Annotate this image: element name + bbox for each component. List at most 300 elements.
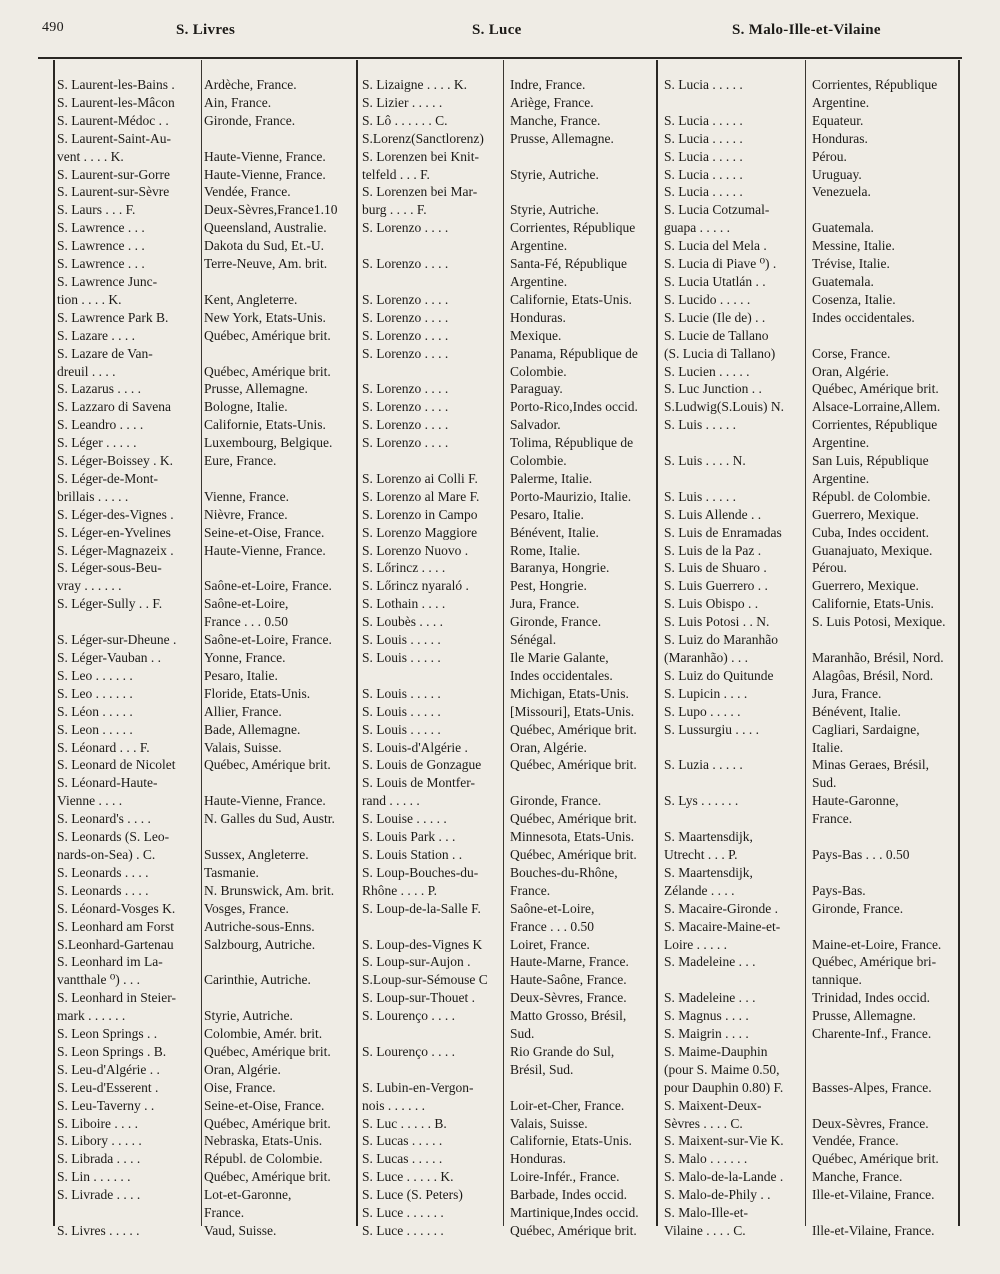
- place-name: S. Louis de Montfer-: [362, 775, 475, 791]
- list-item: [53, 685, 356, 703]
- place-name: S. Liboire . . . .: [57, 1115, 138, 1131]
- place-location: tannique.: [812, 972, 862, 988]
- place-name: [660, 434, 808, 452]
- list-item: [660, 1222, 960, 1240]
- place-location: [200, 559, 356, 577]
- place-location: Barbade, Indes occid.: [510, 1187, 627, 1203]
- list-item: [358, 989, 654, 1007]
- list-item: [53, 595, 356, 613]
- place-name: Loire . . . . .: [664, 936, 727, 952]
- list-item: [358, 255, 654, 273]
- place-name: S. Léonard-Vosges K.: [57, 900, 176, 916]
- list-item: [53, 76, 356, 94]
- place-name: vray . . . . . .: [57, 578, 122, 594]
- place-name: S. Lorenzo Nuovo .: [362, 542, 469, 558]
- place-name: S. Maixent-sur-Vie K.: [664, 1133, 784, 1149]
- list-item: [358, 918, 654, 936]
- list-item: [358, 291, 654, 309]
- place-location: Tasmanie.: [204, 864, 259, 880]
- place-location: Sussex, Angleterre.: [204, 846, 309, 862]
- place-location: Charente-Inf., France.: [812, 1026, 932, 1042]
- place-location: Pesaro, Italie.: [510, 506, 584, 522]
- list-item: [53, 739, 356, 757]
- place-name: S. Louis-d'Algérie .: [362, 739, 468, 755]
- place-location: Québec, Amérique brit.: [510, 1223, 637, 1238]
- place-name: S. Leonhard in Steier-: [57, 990, 176, 1006]
- list-item: [660, 900, 960, 918]
- place-location: Haute-Vienne, France.: [204, 148, 326, 164]
- place-location: Ille-et-Vilaine, France.: [812, 1187, 935, 1203]
- list-item: [53, 1150, 356, 1168]
- place-name: S. Malo-de-Phily . .: [664, 1187, 771, 1203]
- place-location: Dakota du Sud, Et.-U.: [204, 238, 324, 254]
- place-name: S. Leandro . . . .: [57, 417, 144, 433]
- list-item: [660, 1025, 960, 1043]
- place-name: S. Leon Springs . .: [57, 1026, 158, 1042]
- list-item: [660, 667, 960, 685]
- place-location: Prusse, Allemagne.: [510, 130, 614, 146]
- place-location: Sénégal.: [510, 632, 557, 648]
- place-name: Vienne . . . .: [57, 793, 123, 809]
- list-item: [660, 398, 960, 416]
- list-item: [53, 524, 356, 542]
- list-item: [660, 828, 960, 846]
- place-name: S. Leu-Taverny . .: [57, 1097, 155, 1113]
- place-name: S. Lucas . . . . .: [362, 1133, 443, 1149]
- place-name: S. Lucia . . . . .: [664, 77, 743, 92]
- place-location: [808, 1061, 960, 1079]
- place-location: Californie, Etats-Unis.: [812, 596, 934, 612]
- place-name: S. Léger-des-Vignes .: [57, 506, 174, 522]
- list-item: [53, 721, 356, 739]
- list-item: [53, 559, 356, 577]
- place-name: Utrecht . . . P.: [664, 846, 738, 862]
- place-location: Deux-Sèvres, France.: [812, 1115, 929, 1131]
- place-name: S. Lorenzo . . . .: [362, 220, 449, 236]
- place-location: Haute-Marne, France.: [510, 954, 629, 970]
- place-name: S. Lorenzen bei Knit-: [362, 148, 479, 164]
- list-item: [660, 595, 960, 613]
- place-name: S. Léon . . . . .: [57, 703, 133, 719]
- place-location: Bénévent, Italie.: [812, 703, 901, 719]
- place-name: S. Louis . . . . .: [362, 721, 441, 737]
- place-name: [660, 470, 808, 488]
- place-location: Baranya, Hongrie.: [510, 560, 610, 576]
- running-head-center: S. Luce: [472, 22, 522, 38]
- list-item: [358, 112, 654, 130]
- place-location: [808, 918, 960, 936]
- place-location: Vendée, France.: [812, 1133, 899, 1149]
- list-item: [660, 792, 960, 810]
- place-location: [200, 989, 356, 1007]
- place-name: [358, 1061, 506, 1079]
- place-location: Québec, Amérique brit.: [204, 1043, 331, 1059]
- list-item: [660, 685, 960, 703]
- place-location: Québec, Amérique brit.: [204, 327, 331, 343]
- place-name: rand . . . . .: [362, 793, 420, 809]
- list-item: [53, 327, 356, 345]
- place-name: S. Luis . . . . .: [664, 488, 737, 504]
- list-item: [53, 1168, 356, 1186]
- place-name: S. Loup-sur-Thouet .: [362, 990, 475, 1006]
- place-name: S. Leonards (S. Leo-: [57, 829, 170, 845]
- place-location: Argentine.: [812, 470, 870, 486]
- list-item: [358, 148, 654, 166]
- place-location: Salzbourg, Autriche.: [204, 936, 316, 952]
- place-name: vantthale ⁰) . . .: [57, 972, 141, 988]
- place-name: S. Luis Obispo . .: [664, 596, 759, 612]
- place-name: S. Luce (S. Peters): [362, 1187, 463, 1203]
- place-location: Bouches-du-Rhône,: [510, 864, 618, 880]
- place-location: Seine-et-Oise, France.: [204, 1097, 325, 1113]
- place-name: S. Lazzaro di Savena: [57, 399, 171, 415]
- header-rule: [38, 57, 962, 59]
- place-location: Santa-Fé, République: [510, 256, 627, 272]
- place-name: S. Lubin-en-Vergon-: [362, 1079, 474, 1095]
- place-location: France.: [510, 882, 551, 898]
- place-location: Bénévent, Italie.: [510, 524, 599, 540]
- place-name: S. Louis . . . . .: [362, 685, 441, 701]
- gazetteer-column-3: [660, 76, 960, 1240]
- place-name: S. Lorenzo . . . .: [362, 291, 449, 307]
- list-item: [53, 94, 356, 112]
- place-name: S. Léger-de-Mont-: [57, 470, 158, 486]
- place-name: S. Luiz do Maranhão: [664, 632, 778, 648]
- list-item: [660, 1150, 960, 1168]
- place-name: S. Leonhard im La-: [57, 954, 163, 970]
- place-name: S. Macaire-Gironde .: [664, 900, 778, 916]
- place-name: S. Lawrence . . .: [57, 220, 145, 236]
- place-name: S. Lucia . . . . .: [664, 148, 743, 164]
- place-location: Québec, Amérique brit.: [204, 1115, 331, 1131]
- place-location: Québec, Amérique brit.: [510, 757, 637, 773]
- place-location: France . . . 0.50: [204, 614, 288, 630]
- place-name: S. Libory . . . . .: [57, 1133, 142, 1149]
- place-location: Yonne, France.: [204, 650, 286, 665]
- list-item: [660, 1097, 960, 1115]
- list-item: [358, 1150, 654, 1168]
- place-name: S. Luis . . . . .: [664, 417, 737, 433]
- list-item: [358, 506, 654, 524]
- list-item: [53, 1079, 356, 1097]
- list-item: [660, 452, 960, 470]
- place-name: S. Lizaigne . . . . K.: [362, 77, 467, 92]
- place-location: Haute-Saône, France.: [510, 972, 627, 988]
- place-name: S. Lin . . . . . .: [57, 1169, 131, 1185]
- place-location: Argentine.: [510, 273, 568, 289]
- place-location: [808, 828, 960, 846]
- place-location: Corrientes, République: [812, 417, 938, 433]
- list-item: [358, 452, 654, 470]
- place-name: S. Lorenzo . . . .: [362, 345, 449, 361]
- place-location: Minnesota, Etats-Unis.: [510, 829, 635, 845]
- list-item: [358, 900, 654, 918]
- place-location: Mexique.: [510, 327, 562, 343]
- place-name: S. Léger-sur-Dheune .: [57, 632, 177, 648]
- place-name: S. Louise . . . . .: [362, 811, 447, 827]
- place-name: S.Loup-sur-Sémouse C: [362, 972, 488, 988]
- place-location: Prusse, Allemagne.: [204, 381, 308, 397]
- place-location: Saône-et-Loire, France.: [204, 578, 332, 594]
- place-name: [358, 363, 506, 381]
- place-name: Vilaine . . . . C.: [664, 1223, 746, 1238]
- place-name: S. Lawrence Junc-: [57, 273, 158, 289]
- place-name: S. Luis de Shuaro .: [664, 560, 767, 576]
- place-name: S. Léger . . . . .: [57, 435, 137, 451]
- place-name: [358, 452, 506, 470]
- place-location: Colombie.: [510, 453, 567, 469]
- place-name: S. Leo . . . . . .: [57, 667, 133, 683]
- place-location: Uruguay.: [812, 166, 862, 182]
- place-location: Guerrero, Mexique.: [812, 506, 919, 522]
- place-location: [808, 1097, 960, 1115]
- list-item: [53, 452, 356, 470]
- list-item: [53, 810, 356, 828]
- list-item: [358, 882, 654, 900]
- list-item: [358, 488, 654, 506]
- place-name: S. Loup-Bouches-du-: [362, 864, 479, 880]
- place-name: S. Lizier . . . . .: [362, 94, 443, 110]
- place-location: Californie, Etats-Unis.: [204, 417, 326, 433]
- place-name: S. Lazare de Van-: [57, 345, 153, 361]
- place-location: Luxembourg, Belgique.: [204, 435, 333, 451]
- place-location: Gironde, France.: [204, 112, 296, 128]
- place-location: Québec, Amérique brit.: [812, 1151, 939, 1167]
- list-item: [358, 1204, 654, 1222]
- list-item: [53, 1204, 356, 1222]
- place-name: Rhône . . . . P.: [362, 882, 438, 898]
- place-location: Panama, République de: [510, 345, 638, 361]
- list-item: [660, 613, 960, 631]
- place-location: Autriche-sous-Enns.: [204, 918, 315, 934]
- place-location: Corrientes, République: [510, 220, 636, 236]
- place-name: S. Léger-sous-Beu-: [57, 560, 162, 576]
- place-location: Vosges, France.: [204, 900, 289, 916]
- list-item: [53, 792, 356, 810]
- list-item: [53, 936, 356, 954]
- place-name: S. Leonards . . . .: [57, 864, 149, 880]
- list-item: [660, 1168, 960, 1186]
- list-item: [53, 363, 356, 381]
- place-location: [808, 201, 960, 219]
- place-name: S. Léger-Vauban . .: [57, 650, 161, 665]
- place-name: S. Luc Junction . .: [664, 381, 762, 397]
- place-name: S. Lorenzo in Campo: [362, 506, 478, 522]
- place-location: [506, 1079, 654, 1097]
- place-name: [358, 237, 506, 255]
- place-location: Michigan, Etats-Unis.: [510, 685, 629, 701]
- place-name: S. Maime-Dauphin: [664, 1043, 768, 1059]
- list-item: [660, 577, 960, 595]
- place-location: France.: [204, 1205, 245, 1221]
- place-location: Ariège, France.: [510, 94, 594, 110]
- list-item: [660, 882, 960, 900]
- place-name: S. Lucie de Tallano: [664, 327, 769, 343]
- place-location: Oran, Algérie.: [204, 1061, 281, 1077]
- list-item: [358, 130, 654, 148]
- place-name: S. Leonard's . . . .: [57, 811, 151, 827]
- list-item: [358, 363, 654, 381]
- place-location: [200, 953, 356, 971]
- running-header: [0, 14, 1000, 50]
- place-name: S. Maartensdijk,: [664, 829, 753, 845]
- place-location: Bologne, Italie.: [204, 399, 288, 415]
- list-item: [53, 1132, 356, 1150]
- place-name: (Maranhão) . . .: [664, 650, 748, 665]
- place-name: S. Macaire-Maine-et-: [664, 918, 781, 934]
- running-head-left: S. Livres: [176, 22, 236, 38]
- place-name: S. Léger-Magnazeix .: [57, 542, 174, 558]
- place-location: Ain, France.: [204, 94, 272, 110]
- place-location: Oran, Algérie.: [510, 739, 587, 755]
- place-location: Gironde, France.: [510, 793, 602, 809]
- place-location: Manche, France.: [812, 1169, 903, 1185]
- place-location: Alagôas, Brésil, Nord.: [812, 667, 934, 683]
- list-item: [53, 1061, 356, 1079]
- place-name: S. Magnus . . . .: [664, 1008, 749, 1024]
- place-name: S. Lorenzo . . . .: [362, 309, 449, 325]
- place-location: Guerrero, Mexique.: [812, 578, 919, 594]
- list-item: [660, 434, 960, 452]
- place-location: Québec, Amérique bri-: [812, 954, 937, 970]
- place-name: [358, 273, 506, 291]
- place-location: Québec, Amérique brit.: [812, 381, 939, 397]
- place-name: [660, 94, 808, 112]
- place-location: Italie.: [812, 739, 844, 755]
- list-item: [358, 846, 654, 864]
- place-name: S. Louis Park . . .: [362, 829, 456, 845]
- list-item: [660, 183, 960, 201]
- place-location: Porto-Maurizio, Italie.: [510, 488, 632, 504]
- list-item: [660, 416, 960, 434]
- list-item: [53, 613, 356, 631]
- place-location: Haute-Garonne,: [812, 793, 899, 809]
- place-location: Trinidad, Indes occid.: [812, 990, 930, 1006]
- place-location: Ardèche, France.: [204, 77, 297, 92]
- place-location: Ile Marie Galante,: [510, 650, 609, 665]
- place-name: S. Lorenzo ai Colli F.: [362, 470, 478, 486]
- list-item: [660, 1204, 960, 1222]
- list-item: [53, 989, 356, 1007]
- place-location: Vaud, Suisse.: [204, 1223, 277, 1238]
- place-name: S. Lorenzo . . . .: [362, 435, 449, 451]
- list-item: [53, 219, 356, 237]
- place-name: S. Leonard de Nicolet: [57, 757, 176, 773]
- place-location: Québec, Amérique brit.: [510, 811, 637, 827]
- list-item: [358, 631, 654, 649]
- list-item: [660, 291, 960, 309]
- place-name: tion . . . . K.: [57, 291, 122, 307]
- place-location: Républ. de Colombie.: [812, 488, 931, 504]
- place-location: [200, 345, 356, 363]
- list-item: [660, 1007, 960, 1025]
- place-name: S. Lorenzo . . . .: [362, 256, 449, 272]
- list-item: [660, 94, 960, 112]
- place-location: Haute-Vienne, France.: [204, 542, 326, 558]
- list-item: [358, 1186, 654, 1204]
- place-name: S. Lucia . . . . .: [664, 184, 743, 200]
- list-item: [358, 273, 654, 291]
- place-name: S. Loup-de-la-Salle F.: [362, 900, 481, 916]
- list-item: [358, 76, 654, 94]
- place-name: S. Laurent-Saint-Au-: [57, 130, 171, 146]
- place-name: S. Leonards . . . .: [57, 882, 149, 898]
- place-location: Martinique,Indes occid.: [510, 1205, 639, 1221]
- place-name: S. Lorenzo . . . .: [362, 417, 449, 433]
- place-location: Québec, Amérique brit.: [204, 757, 331, 773]
- place-name: S. Lourenço . . . .: [362, 1043, 455, 1059]
- place-name: mark . . . . . .: [57, 1008, 126, 1024]
- place-name: S. Louis de Gonzague: [362, 757, 482, 773]
- list-item: [660, 1115, 960, 1133]
- list-item: [358, 1168, 654, 1186]
- place-name: S. Livrade . . . .: [57, 1187, 141, 1203]
- place-name: S. Lucia Utatlán . .: [664, 273, 766, 289]
- place-name: S. Laurent-les-Mâcon: [57, 94, 175, 110]
- place-location: Saône-et-Loire,: [510, 900, 595, 916]
- list-item: [53, 237, 356, 255]
- place-location: Eure, France.: [204, 453, 277, 469]
- place-location: Vendée, France.: [204, 184, 291, 200]
- list-item: [53, 1025, 356, 1043]
- place-name: S. Malo . . . . . .: [664, 1151, 748, 1167]
- list-item: [660, 756, 960, 774]
- place-location: Equateur.: [812, 112, 864, 128]
- list-item: [53, 470, 356, 488]
- list-item: [53, 166, 356, 184]
- place-name: S. Luiz do Quitunde: [664, 667, 774, 683]
- place-location: [200, 828, 356, 846]
- place-name: S. Lô . . . . . . C.: [362, 112, 448, 128]
- list-item: [660, 1061, 960, 1079]
- list-item: [358, 792, 654, 810]
- list-item: [53, 201, 356, 219]
- place-location: Cuba, Indes occident.: [812, 524, 929, 540]
- place-location: Oise, France.: [204, 1079, 276, 1095]
- list-item: [358, 237, 654, 255]
- list-item: [53, 846, 356, 864]
- place-location: Kent, Angleterre.: [204, 291, 298, 307]
- place-name: S. Louis Station . .: [362, 846, 463, 862]
- list-item: [660, 846, 960, 864]
- place-location: [808, 864, 960, 882]
- place-location: Palerme, Italie.: [510, 470, 593, 486]
- place-name: S. Maixent-Deux-: [664, 1097, 762, 1113]
- place-name: Zélande . . . .: [664, 882, 735, 898]
- place-location: Maranhão, Brésil, Nord.: [812, 650, 944, 665]
- list-item: [660, 112, 960, 130]
- place-location: Tolima, République de: [510, 435, 634, 451]
- place-name: S. Lupo . . . . .: [664, 703, 741, 719]
- place-location: San Luis, République: [812, 453, 929, 469]
- place-name: S.Lorenz(Sanctlorenz): [362, 130, 484, 146]
- list-item: [660, 506, 960, 524]
- place-name: S. Lucien . . . . .: [664, 363, 750, 379]
- place-location: Queensland, Australie.: [204, 220, 327, 236]
- list-item: [358, 1025, 654, 1043]
- list-item: [358, 774, 654, 792]
- place-location: [808, 631, 960, 649]
- list-item: [660, 201, 960, 219]
- place-name: S. Leu-d'Esserent .: [57, 1079, 159, 1095]
- list-item: [358, 219, 654, 237]
- place-location: Colombie, Amér. brit.: [204, 1026, 323, 1042]
- place-name: S. Luzia . . . . .: [664, 757, 743, 773]
- list-item: [660, 542, 960, 560]
- place-location: Pérou.: [812, 560, 847, 576]
- place-location: [506, 148, 654, 166]
- list-item: [358, 327, 654, 345]
